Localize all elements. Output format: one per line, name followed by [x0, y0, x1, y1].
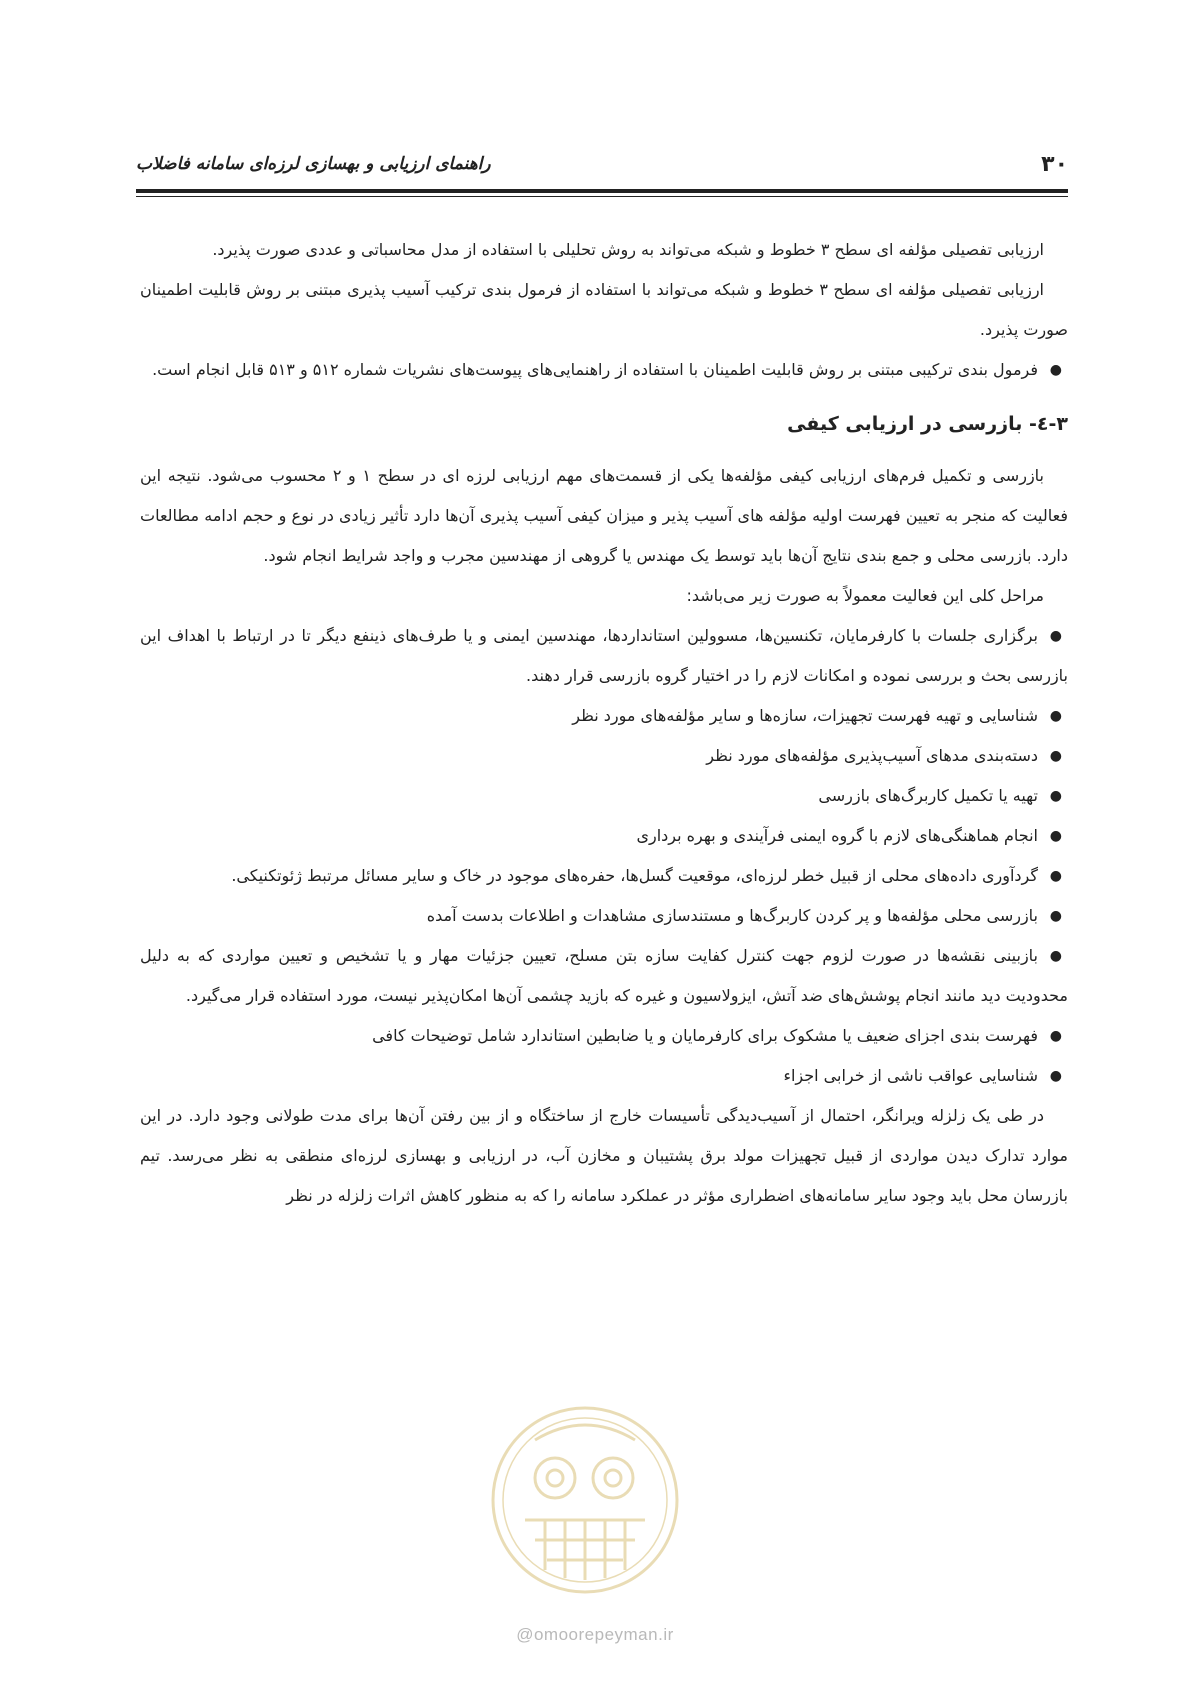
bullet-item: [140, 856, 1068, 896]
bullet-item: [140, 776, 1068, 816]
header-rule-thick: [136, 189, 1068, 193]
bullet-icon: ●: [1049, 908, 1062, 924]
watermark-logo-icon: [485, 1400, 685, 1600]
bullet-icon: ●: [1049, 1068, 1062, 1084]
bullet-icon: ●: [1049, 628, 1062, 644]
bullet-icon: ●: [1049, 708, 1062, 724]
page-number: ۳۰: [1041, 151, 1068, 177]
page-header: [136, 146, 1068, 182]
bullet-text: فرمول بندی ترکیبی مبتنی بر روش قابلیت اطمینان با استفاده از راهنمایی‌های پیوست‌های نشریات شماره ۵۱۲ و ۵۱۳ قابل انجام است.: [152, 360, 1038, 379]
bullet-icon: ●: [1049, 788, 1062, 804]
header-rule-thin: [136, 196, 1068, 197]
bullet-icon: ●: [1049, 948, 1062, 964]
bullet-icon: ●: [1049, 868, 1062, 884]
bullet-icon: ●: [1049, 828, 1062, 844]
watermark-site: @omoorepeyman.ir: [516, 1625, 674, 1644]
bullet-item: [140, 736, 1068, 776]
bullet-item: [140, 1016, 1068, 1056]
bullet-icon: ●: [1049, 1028, 1062, 1044]
bullet-item: [140, 816, 1068, 856]
bullet-item: [140, 896, 1068, 936]
paragraph: در طی یک زلزله ویرانگر، احتمال از آسیب‌دیدگی تأسیسات خارج از ساختگاه و از بین رفتن آن‌ها برای مدت طولانی وجود دارد. در این موارد تدارک دیدن مواردی از قبیل تجهیزات مولد برق پشتیبان و مخازن آب، در ارزیابی و بهسازی لرزه‌ای منطقی به نظر می‌رسد. تیم بازرسان محل باید وجود سایر سامانه‌های اضطراری مؤثر در عملکرد سامانه را که به منظور کاهش اثرات زلزله در نظر: [140, 1106, 1068, 1205]
bullet-item: [140, 696, 1068, 736]
bullet-item: [140, 350, 1068, 390]
bullet-text: تهیه یا تکمیل کاربرگ‌های بازرسی: [818, 786, 1038, 805]
running-title: راهنمای ارزیابی و بهسازی لرزه‌ای سامانه فاضلاب: [136, 154, 491, 174]
bullet-text: دسته‌بندی مدهای آسیب‌پذیری مؤلفه‌های مورد نظر: [706, 746, 1038, 765]
bullet-text: برگزاری جلسات با کارفرمایان، تکنسین‌ها، مسوولین استانداردها، مهندسین ایمنی و یا طرف‌های ذینفع دیگر تا در ارتباط با اهداف این بازرسی بحث و بررسی نموده و امکانات لازم را در اختیار گروه بازرسی قرار دهند.: [140, 626, 1068, 685]
paragraph: ارزیابی تفصیلی مؤلفه ای سطح ۳ خطوط و شبکه می‌تواند با استفاده از فرمول بندی ترکیب آسیب پذیری مبتنی بر روش قابلیت اطمینان صورت پذیرد.: [140, 280, 1068, 339]
bullet-item: [140, 1056, 1068, 1096]
bullet-text: شناسایی عواقب ناشی از خرابی اجزاء: [783, 1066, 1038, 1085]
body-text: [140, 230, 1068, 1216]
bullet-text: فهرست بندی اجزای ضعیف یا مشکوک برای کارفرمایان و یا ضابطین استاندارد شامل توضیحات کافی: [372, 1026, 1038, 1045]
bullet-text: شناسایی و تهیه فهرست تجهیزات، سازه‌ها و سایر مؤلفه‌های مورد نظر: [572, 706, 1038, 725]
bullet-text: بازبینی نقشه‌ها در صورت لزوم جهت کنترل کفایت سازه بتن مسلح، تعیین جزئیات مهار و یا تشخیص و تعیین مواردی که به دلیل محدودیت دید مانند انجام پوشش‌های ضد آتش، ایزولاسیون و غیره که بازید چشمی آن‌ها امکان‌پذیر نیست، مورد استفاده قرار می‌گیرد.: [140, 946, 1068, 1005]
section-heading: ۳-٤- بازرسی در ارزیابی کیفی: [787, 413, 1068, 435]
bullet-text: بازرسی محلی مؤلفه‌ها و پر کردن کاربرگ‌ها و مستندسازی مشاهدات و اطلاعات بدست آمده: [426, 906, 1038, 925]
bullet-item: [140, 616, 1068, 696]
bullet-text: انجام هماهنگی‌های لازم با گروه ایمنی فرآیندی و بهره برداری: [636, 826, 1038, 845]
paragraph: ارزیابی تفصیلی مؤلفه ای سطح ۳ خطوط و شبکه می‌تواند به روش تحلیلی با استفاده از مدل محاسباتی و عددی صورت پذیرد.: [212, 240, 1044, 259]
bullet-text: گردآوری داده‌های محلی از قبیل خطر لرزه‌ای، موقعیت گسل‌ها، حفره‌های موجود در خاک و سایر مسائل مرتبط ژئوتکنیکی.: [231, 866, 1038, 885]
paragraph: بازرسی و تکمیل فرم‌های ارزیابی کیفی مؤلفه‌ها یکی از قسمت‌های مهم ارزیابی لرزه ای در سطح ۱ و ۲ محسوب می‌شود. نتیجه این فعالیت که منجر به تعیین فهرست اولیه مؤلفه های آسیب پذیر و میزان کیفی آسیب پذیری آن‌ها دارد تأثیر زیادی در نوع و حجم ادامه مطالعات دارد. بازرسی محلی و جمع بندی نتایج آن‌ها باید توسط یک مهندس یا گروهی از مهندسین مجرب و واجد شرایط انجام شود.: [140, 466, 1068, 565]
bullet-icon: ●: [1049, 362, 1062, 378]
paragraph: مراحل کلی این فعالیت معمولاً به صورت زیر می‌باشد:: [686, 586, 1044, 605]
bullet-item: [140, 936, 1068, 1016]
bullet-icon: ●: [1049, 748, 1062, 764]
